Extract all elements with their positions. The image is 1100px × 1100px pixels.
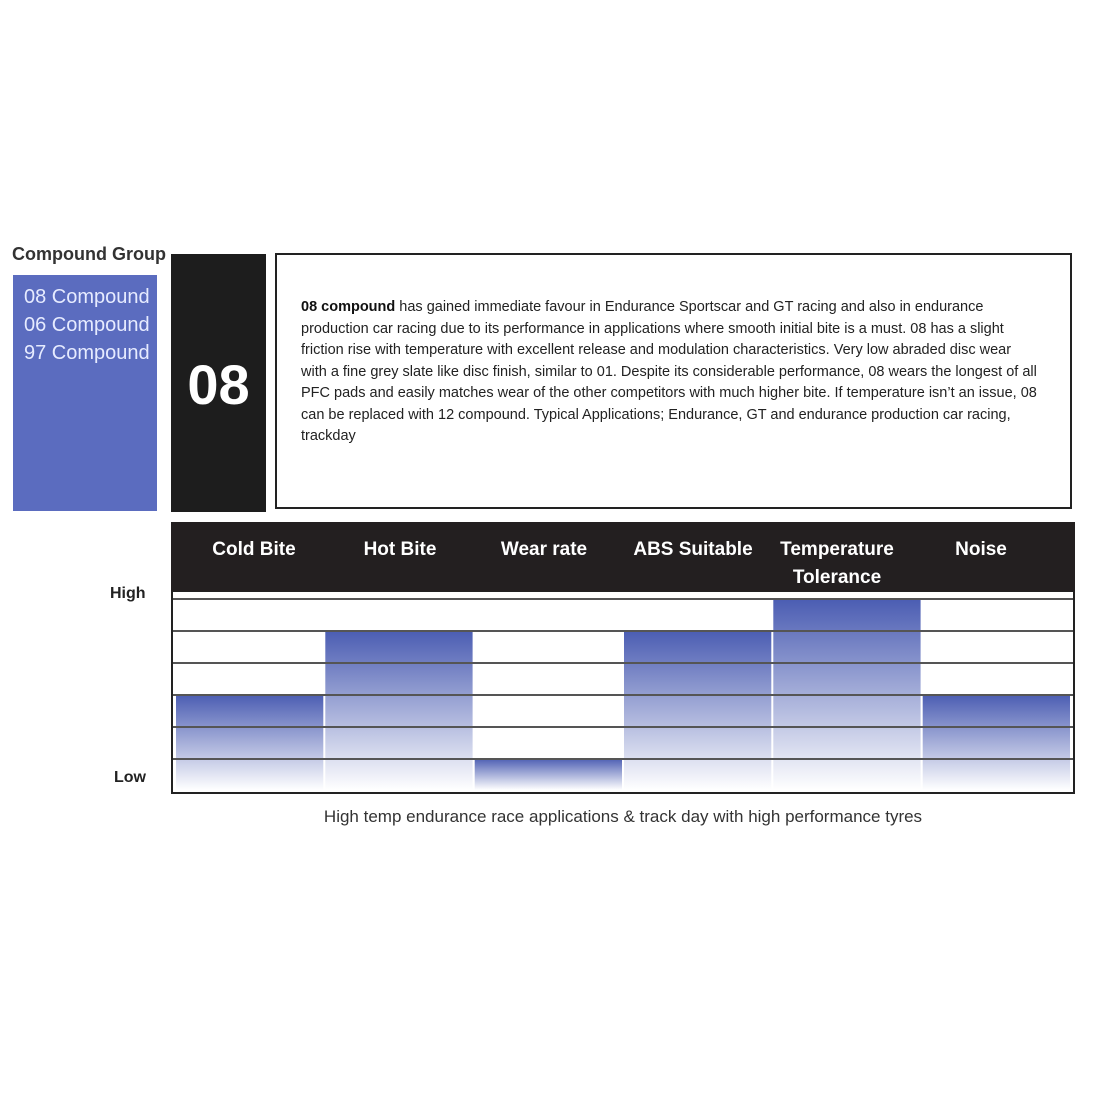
bar-abs-suitable (624, 630, 771, 790)
header-cold-bite: Cold Bite (212, 539, 296, 560)
header-hot-bite: Hot Bite (363, 539, 437, 560)
axis-label-high: High (110, 585, 146, 602)
header-noise: Noise (955, 539, 1007, 560)
bar-hot-bite (325, 630, 472, 790)
compound-list (13, 275, 157, 367)
performance-bar-chart (171, 591, 1075, 794)
description-text (301, 297, 1037, 448)
compound-code-label: 08 (187, 353, 250, 416)
header-temperature-tolerance: Temperature Tolerance (780, 539, 894, 588)
compound-item-06[interactable]: 06 Compound (24, 314, 150, 336)
compound-group-panel (13, 275, 157, 511)
axis-label-low: Low (114, 769, 146, 786)
chart-header-bar (171, 522, 1075, 591)
compound-code-badge (171, 254, 266, 512)
header-wear-rate: Wear rate (500, 539, 588, 560)
chart-caption: High temp endurance race applications & track day with high performance tyres (323, 807, 923, 826)
bar-wear-rate (475, 758, 622, 790)
compound-item-08[interactable]: 08 Compound (24, 286, 150, 308)
compound-item-97[interactable]: 97 Compound (24, 342, 150, 364)
bar-noise (923, 694, 1070, 790)
bar-cold-bite (176, 694, 323, 790)
header-abs-suitable: ABS Suitable (633, 539, 753, 560)
description-lead: 08 compound (301, 299, 396, 315)
description-panel (275, 253, 1072, 509)
description-body: has gained immediate favour in Endurance Sportscar and GT racing and also in endurance production car racing due to its performance in applications where smooth initial bite is a must. 08 has a slight friction rise with temperature with excellent release and modulation characteristics. Very low abraded disc wear with a fine grey slate like disc finish, similar to 01. Despite its considerable performance, 08 wears the longest of all PFC pads and easily matches wear of the other competitors with much higher bite. If temperature isn’t an issue, 08 can be replaced with 12 compound. Typical Applications; Endurance, GT and endurance production car racing, trackday (301, 299, 1037, 444)
compound-group-title: Compound Group (12, 244, 166, 264)
